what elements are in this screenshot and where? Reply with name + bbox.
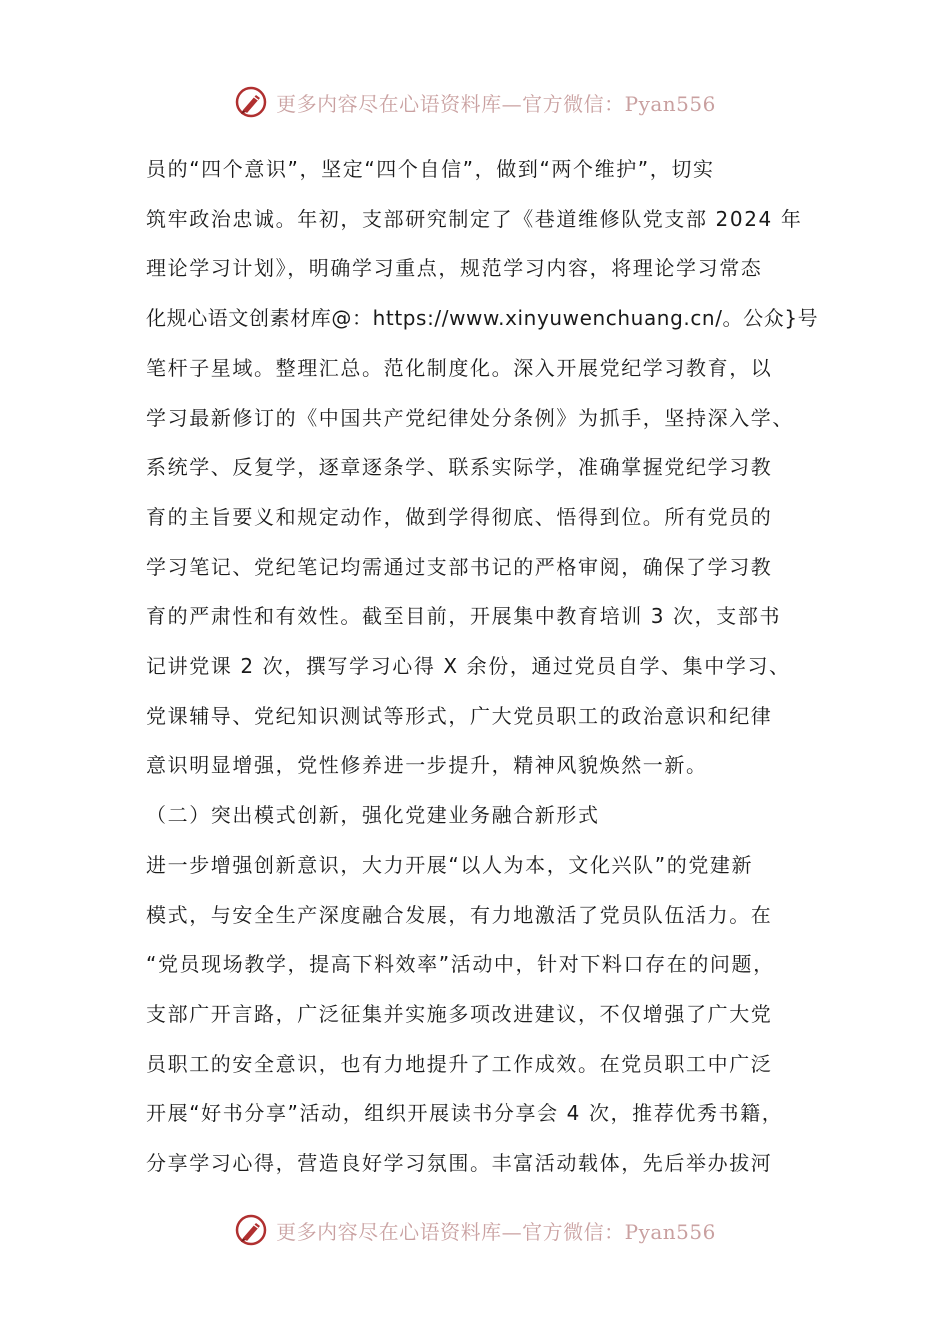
pen-logo-icon <box>234 85 268 119</box>
text-line: 开展“好书分享”活动，组织开展读书分享会 4 次，推荐优秀书籍， <box>146 1101 784 1126</box>
text-line: 员职工的安全意识，也有力地提升了工作成效。在党员职工中广泛 <box>146 1051 773 1076</box>
text-line: 党课辅导、党纪知识测试等形式，广大党员职工的政治意识和纪律 <box>146 703 773 728</box>
text-line: 筑牢政治忠诚。年初，支部研究制定了《巷道维修队党支部 2024 年 <box>146 206 803 231</box>
text-line: 系统学、反复学，逐章逐条学、联系实际学，准确掌握党纪学习教 <box>146 455 773 480</box>
text-line: 学习最新修订的《中国共产党纪律处分条例》为抓手，坚持深入学、 <box>146 405 794 430</box>
footer-banner <box>0 1210 950 1250</box>
text-line: 模式，与安全生产深度融合发展，有力地激活了党员队伍活力。在 <box>146 902 773 927</box>
text-line: 笔杆子星域。整理汇总。范化制度化。深入开展党纪学习教育，以 <box>146 355 773 380</box>
banner-text: 更多内容尽在心语资料库—官方微信：Pyan556 <box>276 91 716 116</box>
text-line: 支部广开言路，广泛征集并实施多项改进建议，不仅增强了广大党 <box>146 1001 773 1026</box>
text-line: 员的“四个意识”，坚定“四个自信”，做到“两个维护”，切实 <box>146 157 715 181</box>
header-banner <box>0 82 950 122</box>
text-line: 育的严肃性和有效性。截至目前，开展集中教育培训 3 次，支部书 <box>146 604 782 629</box>
text-line: 意识明显增强，党性修养进一步提升，精神风貌焕然一新。 <box>146 753 708 778</box>
section-heading: （二）突出模式创新，强化党建业务融合新形式 <box>146 803 600 828</box>
text-line: 记讲党课 2 次，撰写学习心得 X 余份，通过党员自学、集中学习、 <box>146 654 791 679</box>
banner-text: 更多内容尽在心语资料库—官方微信：Pyan556 <box>276 1219 716 1244</box>
text-line: 学习笔记、党纪笔记均需通过支部书记的严格审阅，确保了学习教 <box>146 554 773 579</box>
text-line: 分享学习心得，营造良好学习氛围。丰富活动载体，先后举办拔河 <box>146 1151 773 1176</box>
text-line: 化规心语文创素材库@：https://www.xinyuwenchuang.cn/。公众}号 <box>146 306 819 331</box>
text-line: 进一步增强创新意识，大力开展“以人为本，文化兴队”的党建新 <box>146 852 754 877</box>
text-line: 育的主旨要义和规定动作，做到学得彻底、悟得到位。所有党员的 <box>146 504 773 529</box>
pen-logo-icon <box>234 1213 268 1247</box>
document-body <box>146 145 819 1189</box>
text-line: 理论学习计划》，明确学习重点，规范学习内容，将理论学习常态 <box>146 256 763 281</box>
text-line: “党员现场教学，提高下料效率”活动中，针对下料口存在的问题， <box>146 952 775 977</box>
